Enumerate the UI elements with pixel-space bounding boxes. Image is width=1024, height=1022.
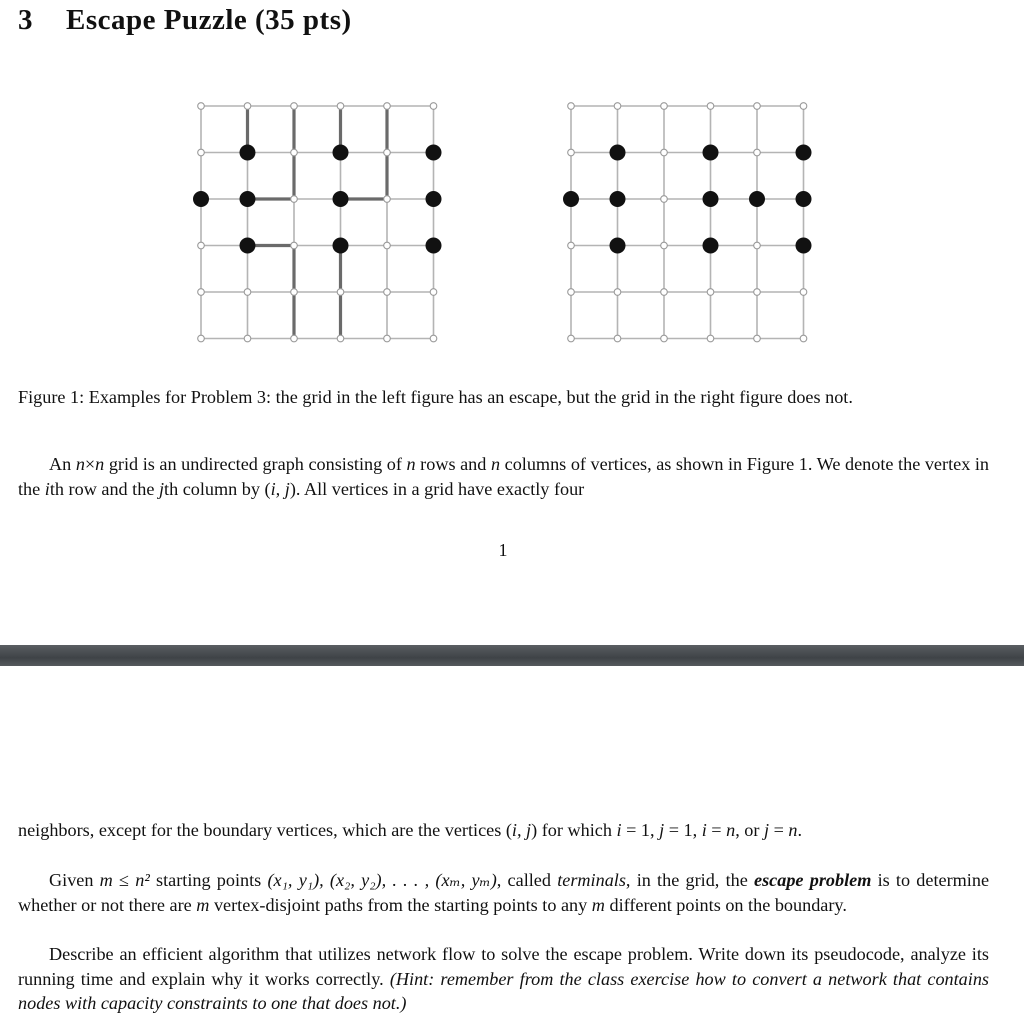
grid-vertex [244,335,251,342]
terminal-vertex [426,191,442,207]
section-number: 3 [18,4,33,36]
grid-vertex [568,242,575,249]
grid-vertex [430,103,437,110]
page-separator [0,645,1024,666]
grid-vertex [384,149,391,156]
grid-vertex [430,289,437,296]
problem-definition-paragraph: Given m ≤ n² starting points (x₁, y₁), (x₂, y₂), . . . , (xₘ, yₘ), called terminals, in the grid, the escape problem is to determine whether or not there are m vertex-disjoint paths from the starting points to any m different points on the boundary. [18,870,990,915]
continuation-paragraph: neighbors, except for the boundary vertices, which are the vertices (i, j) for which i = 1, j = 1, i = n, or j = n. [18,820,803,840]
terminal-vertex [796,191,812,207]
grid-vertex [198,103,205,110]
grid-vertex [337,335,344,342]
grid-vertex [707,335,714,342]
grid-vertex [800,103,807,110]
grid-vertex [244,103,251,110]
grid-vertex [661,242,668,249]
grid-vertex [430,335,437,342]
terminal-vertex [240,145,256,161]
grid-vertex [198,149,205,156]
grid-vertex [754,335,761,342]
hint-text: (Hint: remember from the class exercise how to convert a network that contains nodes with capacity constraints to one that does not.) [18,968,989,1013]
grid-vertex [337,289,344,296]
grid-vertex [661,289,668,296]
grid-vertex [291,103,298,110]
grid-vertex [754,289,761,296]
right-grid-figure [560,95,815,355]
intro-paragraph: An n×n grid is an undirected graph consisting of n rows and n columns of vertices, as shown in Figure 1. We denote the vertex in the ith row and the jth column by (i, j). All vertices in a grid have exactly four [18,454,990,499]
grid-vertex [568,103,575,110]
terminal-vertex [240,238,256,254]
terminal-vertex [426,238,442,254]
grid-vertex [384,335,391,342]
grid-vertex [568,149,575,156]
left-grid-figure [190,95,445,355]
grid-vertex [337,103,344,110]
escape-problem-term: escape problem [754,870,872,890]
grid-vertex [614,289,621,296]
grid-vertex [198,242,205,249]
grid-vertex [754,149,761,156]
grid-vertex [291,196,298,203]
terminal-vertex [703,145,719,161]
grid-vertex [291,242,298,249]
terminal-vertex [563,191,579,207]
terminal-vertex [749,191,765,207]
terminal-vertex [796,145,812,161]
grid-vertex [614,103,621,110]
grid-vertex [568,289,575,296]
section-title: Escape Puzzle (35 pts) [66,4,352,36]
task-paragraph: Describe an efficient algorithm that utilizes network flow to solve the escape problem. Write down its pseudocode, analyze its running time and explain why it works correctly. (Hint: remember from the class exercise how to convert a network that contains nodes with capacity constraints to one that does not.) [18,944,989,1013]
terminal-vertex [426,145,442,161]
grid-vertex [384,103,391,110]
grid-vertex [661,149,668,156]
grid-vertex [384,289,391,296]
terminal-vertex [610,238,626,254]
terminal-vertex [333,145,349,161]
figure-caption: Figure 1: Examples for Problem 3: the grid in the left figure has an escape, but the grid in the right figure does not. [18,387,853,407]
grid-vertex [291,335,298,342]
terminal-vertex [703,191,719,207]
grid-vertex [568,335,575,342]
terminal-vertex [240,191,256,207]
grid-vertex [291,149,298,156]
grid-vertex [754,242,761,249]
grid-vertex [800,335,807,342]
grid-vertex [661,335,668,342]
grid-vertex [661,103,668,110]
terminal-vertex [193,191,209,207]
grid-vertex [707,289,714,296]
terminal-vertex [610,145,626,161]
terminal-vertex [703,238,719,254]
grid-vertex [384,242,391,249]
grid-vertex [384,196,391,203]
terminal-vertex [333,238,349,254]
grid-vertex [707,103,714,110]
grid-vertex [198,289,205,296]
terminal-vertex [796,238,812,254]
grid-vertex [198,335,205,342]
page-number: 1 [498,540,508,560]
terminal-vertex [333,191,349,207]
grid-vertex [800,289,807,296]
section-heading [18,4,352,37]
grid-vertex [614,335,621,342]
grid-vertex [754,103,761,110]
terminal-vertex [610,191,626,207]
grid-vertex [661,196,668,203]
grid-vertex [291,289,298,296]
grid-vertex [244,289,251,296]
